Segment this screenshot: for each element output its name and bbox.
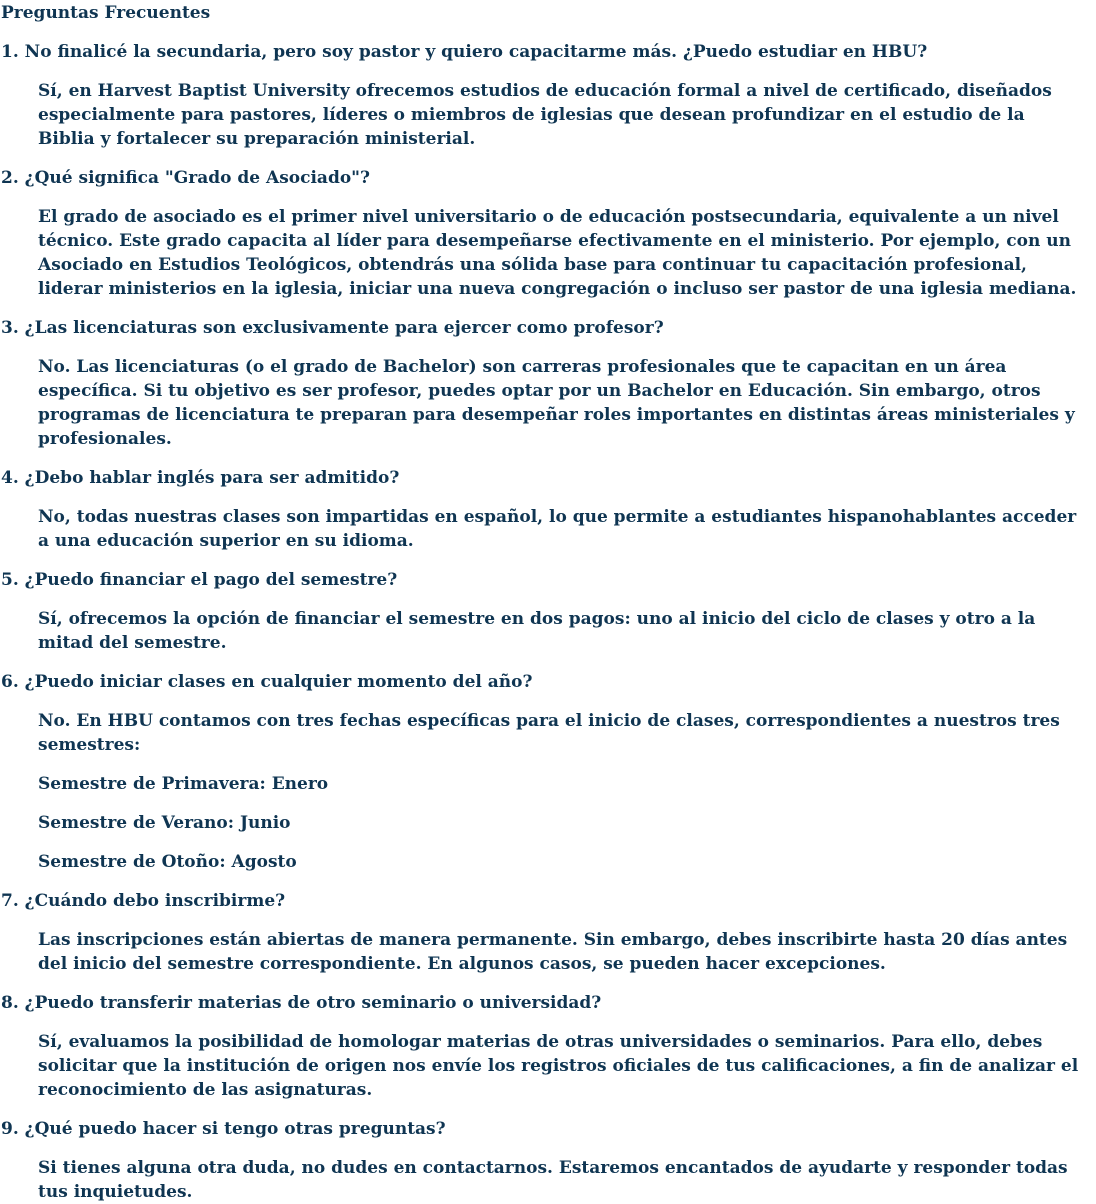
faq-answer-paragraph: Semestre de Primavera: Enero — [38, 774, 329, 794]
faq-answer-paragraph: Las inscripciones están abiertas de manera permanente. Sin embargo, debes inscribirte hasta 20 días antes del inicio del semestre correspondiente. En algunos casos, se pueden hacer excepciones. — [38, 930, 1068, 974]
faq-answer — [1, 928, 1096, 976]
faq-answer-paragraph: Semestre de Verano: Junio — [38, 813, 291, 833]
faq-answer — [1, 505, 1096, 553]
faq-question: 5. ¿Puedo financiar el pago del semestre? — [1, 570, 398, 590]
faq-item — [1, 568, 1096, 655]
faq-item — [1, 40, 1096, 151]
faq-answer — [1, 79, 1096, 151]
faq-answer — [1, 205, 1096, 301]
faq-item — [1, 889, 1096, 976]
faq-question: 7. ¿Cuándo debo inscribirme? — [1, 891, 286, 911]
faq-answer — [1, 607, 1096, 655]
faq-question: 2. ¿Qué significa "Grado de Asociado"? — [1, 168, 370, 188]
faq-answer — [1, 1156, 1096, 1204]
faq-item — [1, 991, 1096, 1102]
faq-answer-paragraph: Si tienes alguna otra duda, no dudes en contactarnos. Estaremos encantados de ayudarte y responder todas tus inquietudes. — [38, 1158, 1068, 1202]
faq-question: 3. ¿Las licenciaturas son exclusivamente para ejercer como profesor? — [1, 318, 664, 338]
faq-item — [1, 316, 1096, 451]
faq-answer — [1, 1030, 1096, 1102]
faq-item — [1, 1117, 1096, 1204]
faq-question: 4. ¿Debo hablar inglés para ser admitido? — [1, 468, 400, 488]
faq-question: 9. ¿Qué puedo hacer si tengo otras preguntas? — [1, 1119, 446, 1139]
faq-question: 6. ¿Puedo iniciar clases en cualquier momento del año? — [1, 672, 533, 692]
faq-answer-paragraph: Sí, ofrecemos la opción de financiar el semestre en dos pagos: uno al inicio del ciclo de clases y otro a la mitad del semestre. — [38, 609, 1036, 653]
faq-answer-paragraph: Semestre de Otoño: Agosto — [38, 852, 297, 872]
faq-answer-paragraph: No. Las licenciaturas (o el grado de Bachelor) son carreras profesionales que te capacitan en un área específica. Si tu objetivo es ser profesor, puedes optar por un Bachelor en Educación. Sin embargo, otros programas de licenciatura te preparan para desempeñar roles importantes en distintas áreas ministeriales y profesionales. — [38, 357, 1075, 449]
faq-answer-paragraph: El grado de asociado es el primer nivel universitario o de educación postsecundaria, equivalente a un nivel técnico. Este grado capacita al líder para desempeñarse efectivamente en el ministerio. Por ejemplo, con un Asociado en Estudios Teológicos, obtendrás una sólida base para continuar tu capacitación profesional, liderar ministerios en la iglesia, iniciar una nueva congregación o incluso ser pastor de una iglesia mediana. — [38, 207, 1077, 299]
faq-list — [1, 40, 1096, 1204]
faq-answer-paragraph: No. En HBU contamos con tres fechas específicas para el inicio de clases, correspondientes a nuestros tres semestres: — [38, 711, 1060, 755]
faq-item — [1, 166, 1096, 301]
faq-question: 8. ¿Puedo transferir materias de otro seminario o universidad? — [1, 993, 602, 1013]
faq-answer-paragraph: Sí, en Harvest Baptist University ofrecemos estudios de educación formal a nivel de certificado, diseñados especialmente para pastores, líderes o miembros de iglesias que desean profundizar en el estudio de la Biblia y fortalecer su preparación ministerial. — [38, 81, 1052, 149]
faq-item — [1, 670, 1096, 874]
faq-question: 1. No finalicé la secundaria, pero soy pastor y quiero capacitarme más. ¿Puedo estudiar en HBU? — [1, 42, 928, 62]
faq-answer-paragraph: Sí, evaluamos la posibilidad de homologar materias de otras universidades o seminarios. Para ello, debes solicitar que la institución de origen nos envíe los registros oficiales de tus calificaciones, a fin de analizar el reconocimiento de las asignaturas. — [38, 1032, 1079, 1100]
page-title: Preguntas Frecuentes — [1, 3, 211, 23]
faq-answer-paragraph: No, todas nuestras clases son impartidas en español, lo que permite a estudiantes hispanohablantes acceder a una educación superior en su idioma. — [38, 507, 1077, 551]
faq-answer — [1, 355, 1096, 451]
faq-answer — [1, 709, 1096, 874]
faq-item — [1, 466, 1096, 553]
